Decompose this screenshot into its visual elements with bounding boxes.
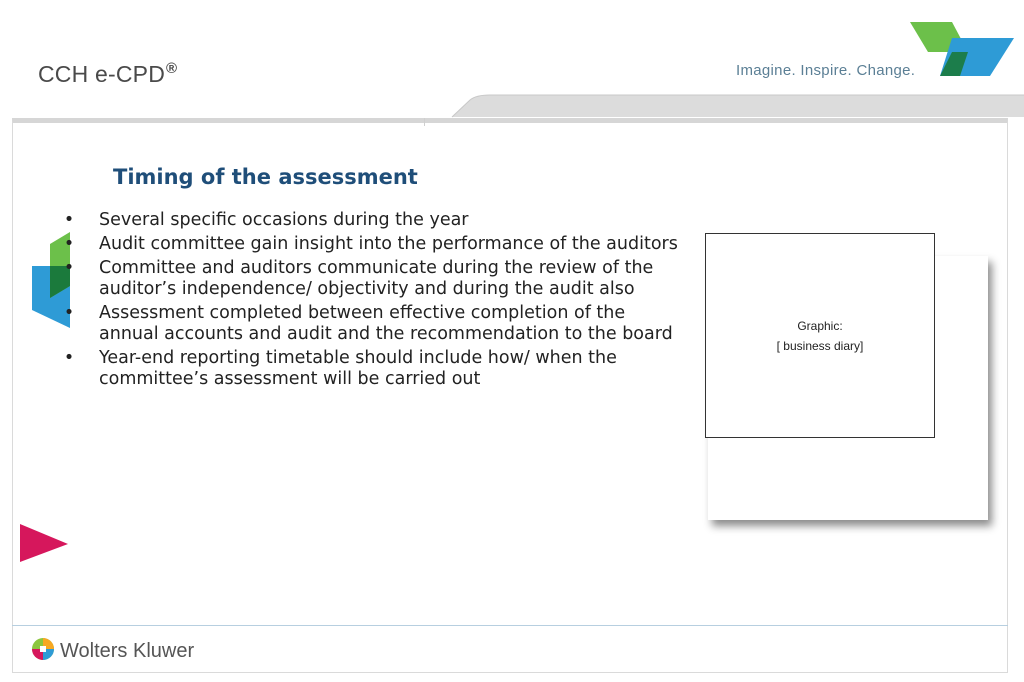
list-item: • Committee and auditors communicate during the review of the auditor’s independence/ objectivity and during the audit also	[63, 258, 654, 299]
list-item: • Year-end reporting timetable should include how/ when the committee’s assessment will be carried out	[63, 348, 617, 389]
pink-arrow-decoration	[20, 522, 70, 564]
list-item: • Assessment completed between effective completion of the annual accounts and audit and the recommendation to the board	[63, 303, 673, 344]
list-item: • Several specific occasions during the year	[63, 210, 469, 230]
graphic-label: Graphic:	[797, 318, 843, 333]
wolters-kluwer-globe-icon	[30, 636, 56, 662]
brand-chevron-logo	[910, 18, 1016, 80]
slide-title: Timing of the assessment	[113, 165, 418, 189]
graphic-placeholder	[705, 233, 935, 438]
tagline: Imagine. Inspire. Change.	[736, 62, 916, 79]
frame-tick	[424, 118, 425, 126]
list-item: • Audit committee gain insight into the performance of the auditors	[63, 234, 678, 254]
footer-divider	[12, 625, 1008, 626]
graphic-description: [ business diary]	[776, 338, 864, 353]
bullet-list	[62, 210, 682, 393]
footer-company: Wolters Kluwer	[60, 640, 195, 662]
brand-title: CCH e-CPD®	[38, 60, 178, 87]
